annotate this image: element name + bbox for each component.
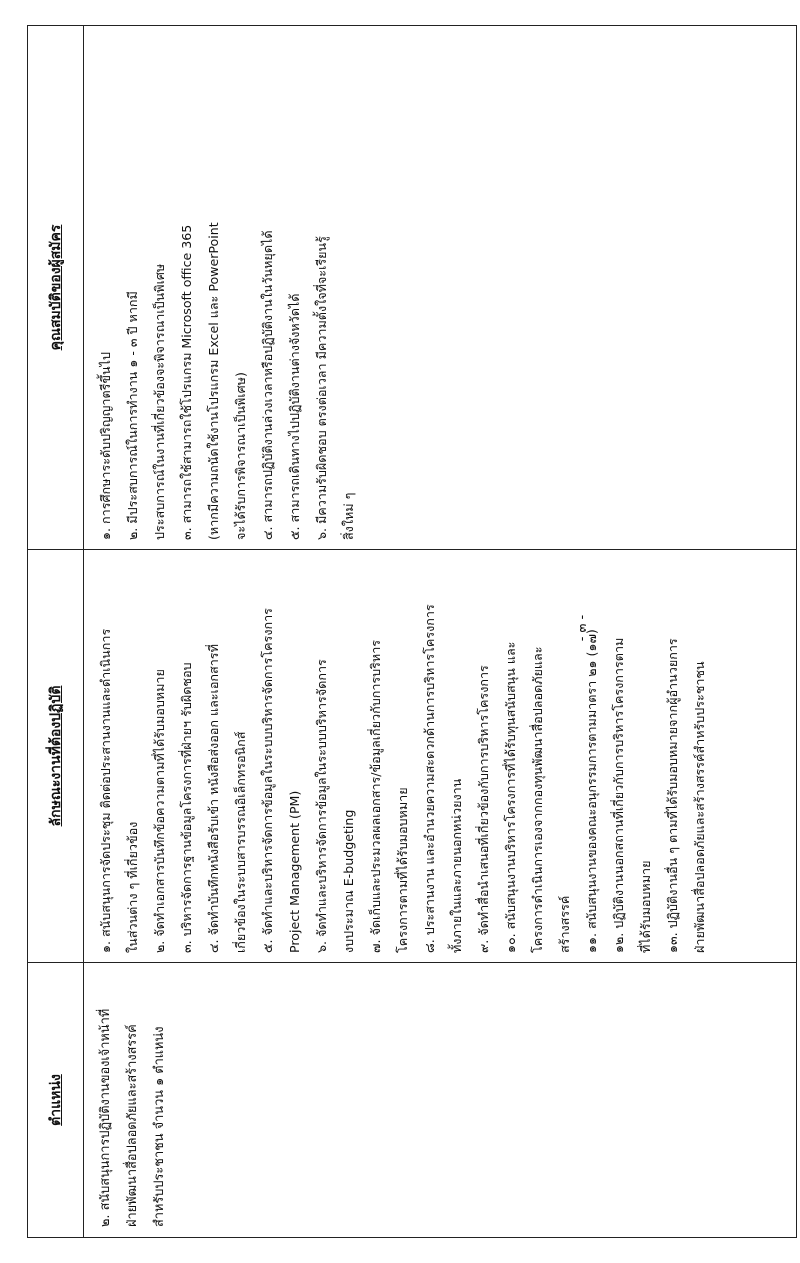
duty-line: ๑๒. ปฏิบัติงานนอกสถานที่เกี่ยวกับการบริหารโครงการตาม bbox=[611, 637, 626, 953]
duty-line: ๓. บริหารจัดการฐานข้อมูลโครงการที่ฝ่ายฯ รับผิดชอบ bbox=[179, 662, 194, 953]
position-cell bbox=[84, 963, 796, 1237]
qualification-line: ๒. มีประสบการณ์ในการทำงาน ๑ - ๓ ปี หากมี bbox=[125, 291, 140, 540]
duty-line: ๑๓. ปฏิบัติงานอื่น ๆ ตามที่ได้รับมอบหมายจากผู้อำนวยการ bbox=[665, 638, 680, 953]
qualification-line: ๕. สามารถเดินทางไปปฏิบัติงานต่างจังหวัดได้ bbox=[287, 293, 302, 540]
duty-line: ๙. จัดทำสื่อนำเสนอที่เกี่ยวข้องกับการบริหารโครงการ bbox=[476, 665, 491, 953]
duty-line: ๑๐. สนับสนุนงานบริหารโครงการที่ได้รับทุนสนับสนุน และ bbox=[503, 641, 518, 953]
header-position: ตำแหน่ง bbox=[48, 1074, 64, 1126]
qualification-line: ๖. มีความรับผิดชอบ ตรงต่อเวลา มีความตั้งใจที่จะเรียนรู้ bbox=[314, 236, 329, 540]
position-line: ฝ่ายพัฒนาสื่อปลอดภัยและสร้างสรรค์ bbox=[125, 1024, 140, 1227]
duty-line: ฝ่ายพัฒนาสื่อปลอดภัยและสร้างสรรค์สำหรับประชาชน bbox=[692, 661, 707, 953]
duty-line: ในส่วนต่าง ๆ ที่เกี่ยวข้อง bbox=[125, 821, 140, 953]
qualification-line: จะได้รับการพิจารณาเป็นพิเศษ) bbox=[233, 372, 248, 540]
qualification-line: (หากมีความถนัดใช้งานโปรแกรม Excel และ PowerPoint bbox=[206, 222, 221, 540]
table-header-row bbox=[28, 26, 84, 1237]
duty-line: ๖. จัดทำและบริหารจัดการข้อมูลในระบบบริหารจัดการ bbox=[314, 659, 329, 953]
duty-line: ๕. จัดทำและบริหารจัดการข้อมูลในระบบบริหารจัดการโครงการ bbox=[260, 608, 275, 953]
duty-line: ๗. จัดเก็บและประมวลผลเอกสาร/ข้อมูลเกี่ยวกับการบริหาร bbox=[368, 639, 383, 953]
duty-line: โครงการตามที่ได้รับมอบหมาย bbox=[395, 787, 410, 953]
duty-line: ๑๑. สนับสนุนงานของคณะอนุกรรมการตามมาตรา ๒๑ (๑๗) bbox=[584, 629, 599, 953]
duty-line: สร้างสรรค์ bbox=[557, 895, 572, 953]
qualification-line: ประสบการณ์ในงานที่เกี่ยวข้องจะพิจารณาเป็นพิเศษ bbox=[152, 263, 167, 540]
qualification-line: สิ่งใหม่ ๆ bbox=[341, 492, 356, 540]
position-line: สำหรับประชาชน จำนวน ๑ ตำแหน่ง bbox=[152, 1026, 167, 1227]
position-line: ๒. สนับสนุนการปฏิบัติงานของเจ้าหน้าที่ bbox=[98, 1008, 113, 1227]
qualifications-cell bbox=[84, 26, 796, 550]
duty-line: งบประมาณ E-budgeting bbox=[341, 809, 356, 953]
qualification-line: ๓. สามารถใช้สามารถใช้โปรแกรม Microsoft office 365 bbox=[179, 224, 194, 540]
duty-line: ๘. ประสานงาน และอำนวยความสะดวกด้านการบริหารโครงการ bbox=[422, 604, 437, 953]
duties-cell bbox=[84, 550, 796, 963]
qualification-line: ๔. สามารถปฏิบัติงานล่วงเวลาหรือปฏิบัติงานในวันหยุดได้ bbox=[260, 230, 275, 540]
duty-line: ทั้งภายในและภายนอกหน่วยงาน bbox=[449, 778, 464, 953]
duty-line: เกี่ยวข้องในระบบสารบรรณอิเล็กทรอนิกส์ bbox=[233, 731, 248, 953]
header-duties: ลักษณะงานที่ต้องปฏิบัติ bbox=[28, 550, 83, 963]
header-qualifications: คุณสมบัติของผู้สมัคร bbox=[28, 26, 83, 550]
duty-line: Project Management (PM) bbox=[287, 790, 302, 953]
job-table bbox=[27, 25, 797, 1238]
duty-line: ๔. จัดทำบันทึกหนังสือรับเข้า หนังสือส่งออก และเอกสารที่ bbox=[206, 644, 221, 953]
page-number: - ๓ - bbox=[575, 614, 590, 642]
duty-line: ๒. จัดทำเอกสารบันทึกข้อความตามที่ได้รับมอบหมาย bbox=[152, 669, 167, 953]
duty-line: ๑. สนับสนุนการจัดประชุม ติดต่อประสานงานและดำเนินการ bbox=[98, 628, 113, 953]
duty-line: โครงการดำเนินการเองจากกองทุนพัฒนาสื่อปลอดภัยและ bbox=[530, 646, 545, 953]
qualification-line: ๑. การศึกษาระดับปริญญาตรีขึ้นไป bbox=[98, 352, 113, 540]
duty-line: ที่ได้รับมอบหมาย bbox=[638, 860, 653, 953]
